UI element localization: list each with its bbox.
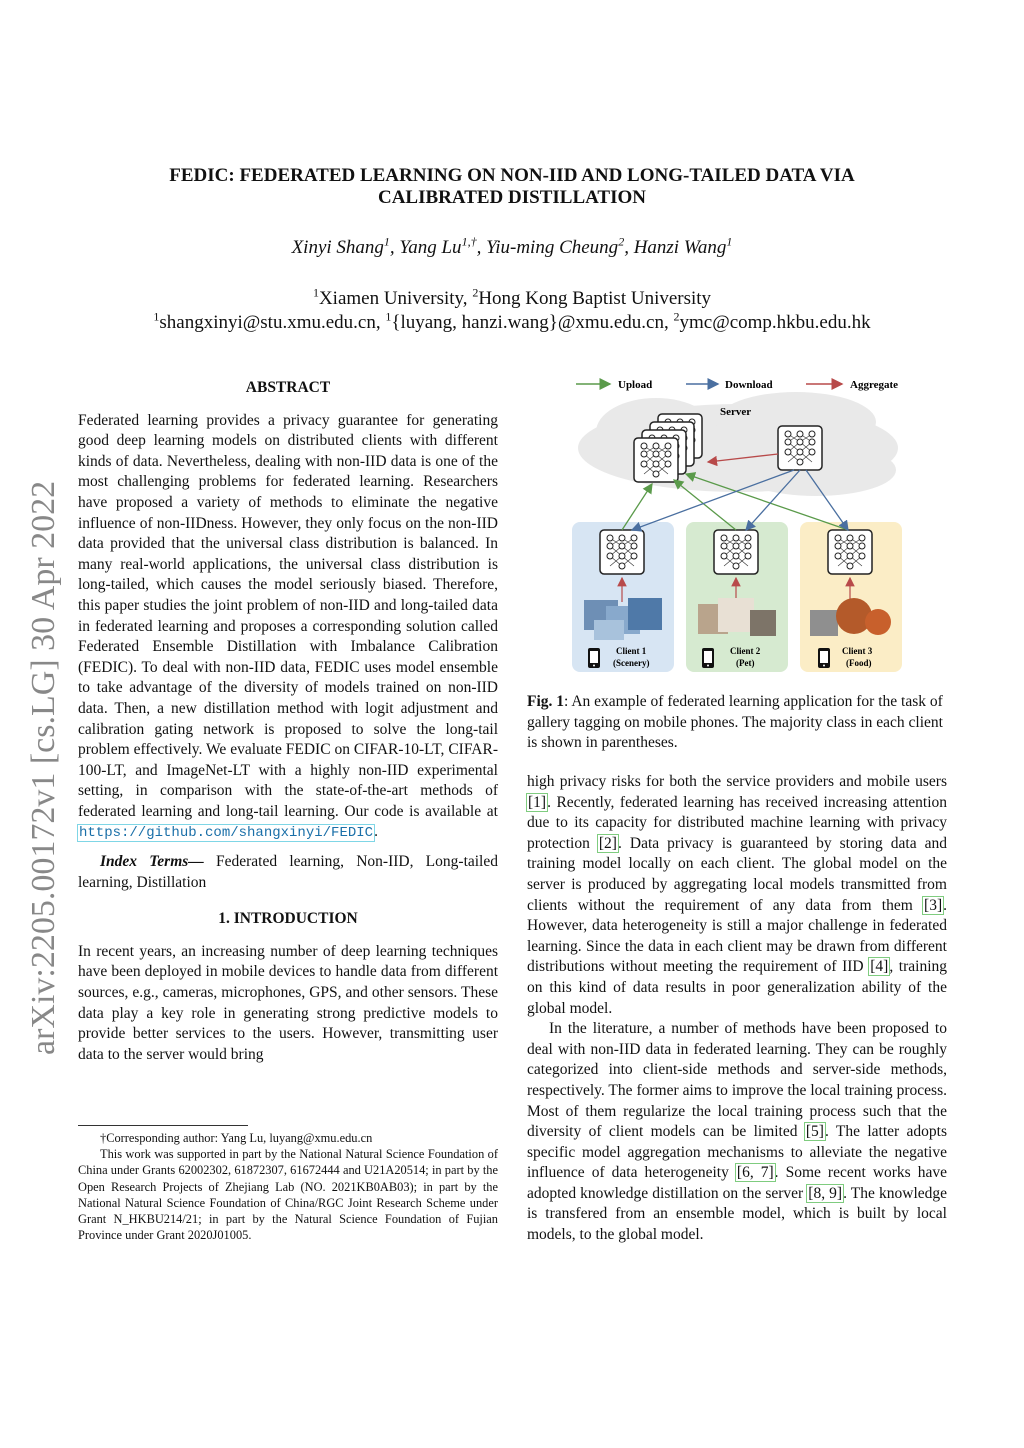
title-line-2: CALIBRATED DISTILLATION <box>377 187 646 208</box>
legend-download: Download <box>725 379 773 391</box>
right-paragraph-1: high privacy risks for both the service providers and mobile users [1]. Recently, federated learning has received increasing attention due to its capacity for distributed machine learning with privacy protection [2]. Data privacy is guaranteed by storing data and training model locally on each client. The global model on the server is produced by aggregating local models transmitted from clients without the requirement of any data from them [3]. However, data heterogeneity is still a major challenge in federated learning. Since the data in each client may be drawn from different distributions without meeting the requirement of IID [4], training on this kind of data results in poor generalization ability of the global model. <box>527 773 947 1017</box>
client-3-class: (Food) <box>846 658 872 668</box>
client-1-class: (Scenery) <box>613 658 650 668</box>
institutions: $^1$Xiamen University, $^2$Hong Kong Baptist University <box>312 285 712 309</box>
phone-icon <box>818 648 830 668</box>
left-column <box>78 378 498 1065</box>
arxiv-id: arXiv:2205.00172v1 [cs.LG] 30 Apr 2022 <box>25 480 62 1055</box>
emails: $^1$shangxinyi@stu.xmu.edu.cn, $^1${luyang, hanzi.wang}@xmu.edu.cn, $^2$ymc@comp.hkbu.edu.hk <box>153 309 871 333</box>
title-line-1: FEDIC: FEDERATED LEARNING ON NON-IID AND LONG-TAILED DATA VIA <box>169 165 855 186</box>
global-model-icon <box>778 426 822 470</box>
client-3-label: Client 3 <box>842 646 873 656</box>
author-name: Yang Lu <box>399 237 462 258</box>
legend-upload: Upload <box>618 379 653 391</box>
citation-link[interactable]: [4] <box>870 958 889 976</box>
affiliations <box>60 287 964 335</box>
client-1-panel <box>572 522 674 672</box>
index-terms: Index Terms— Federated learning, Non-IID, Long-tailed learning, Distillation <box>78 853 498 891</box>
right-paragraph-2: In the literature, a number of methods have been proposed to deal with non-IID data in federated learning. They can be roughly categorized into client-side methods and server-side methods, respectively. The former aims to improve the local training process. Most of them regularize the local training process such that the diversity of client models can be limited [5]. The latter adopts specific model aggregation mechanisms to alleviate the negative influence of data heterogeneity [6, 7]. Some recent works have adopted knowledge distillation on the server [8, 9]. The knowledge is transfered from an ensemble model, which is built by local models, to the global model. <box>527 1020 948 1244</box>
legend-aggregate: Aggregate <box>850 379 899 391</box>
arxiv-sidebar <box>10 450 70 1060</box>
local-model-icon <box>634 438 678 482</box>
legend <box>576 379 898 391</box>
citation-link[interactable]: [5] <box>805 1123 824 1141</box>
client-3-panel <box>800 522 902 672</box>
phone-icon <box>588 648 600 668</box>
abstract-body: Federated learning provides a privacy guarantee for generating good deep learning models on distributed clients with different kinds of data. Nevertheless, dealing with non-IID data is one of the most challenging problems for federated learning. Researchers have proposed a variety of methods to eliminate the negative influence of non-IIDness. However, they only focus on the non-IID data provided that the universal class distribution is balanced. In many real-world applications, the universal class distribution is long-tailed, which causes the model seriously biased. Therefore, this paper studies the joint problem of non-IID and long-tailed data in federated learning and proposes a corresponding solution called Federated Ensemble Distillation with Imbalance Calibration (FEDIC). To deal with non-IID data, FEDIC uses model ensemble to take advantage of the diversity of models trained on non-IID data. Then, a new distillation method with logit adjustment and calibration gating network is proposed to solve the long-tail problem effectively. We evaluate FEDIC on CIFAR-10-LT, CIFAR-100-LT, and ImageNet-LT with a highly non-IID experimental setting, in comparison with the state-of-the-art methods of federated learning and long-tail learning. Our code is available at https://github.com/shangxinyi/FEDIC. <box>78 411 498 842</box>
citation-link[interactable]: [1] <box>528 793 547 811</box>
author-name: Hanzi Wang <box>633 237 727 258</box>
client-model-icon <box>714 530 758 574</box>
server-label: Server <box>720 406 752 418</box>
server-cloud <box>578 392 898 496</box>
client-1-label: Client 1 <box>616 646 647 656</box>
client-2-panel <box>686 522 788 672</box>
citation-link[interactable]: [2] <box>598 834 617 852</box>
author-list: Xinyi Shang$^1$, Yang $Lu^{1,\dagger}$, Yiu-ming Cheung$^2$, Hanzi Wang$^1$ <box>291 234 733 258</box>
phone-icon <box>702 648 714 668</box>
client-model-icon <box>828 530 872 574</box>
footnotes <box>78 1130 498 1243</box>
citation-link[interactable]: [3] <box>924 896 943 914</box>
client-model-icon <box>600 530 644 574</box>
author-name: Xinyi Shang <box>291 237 384 258</box>
corresponding-author: †Corresponding author: Yang Lu, luyang@xmu.edu.cn <box>100 1131 373 1145</box>
intro-heading: 1. INTRODUCTION <box>218 910 358 928</box>
citation-link[interactable]: [8, 9] <box>808 1184 843 1202</box>
code-link[interactable]: https://github.com/shangxinyi/FEDIC <box>79 825 374 842</box>
paper-title <box>100 165 924 209</box>
client-2-class: (Pet) <box>736 658 755 668</box>
funding-note: This work was supported in part by the National Natural Science Foundation of China under Grants 62002302, 61872307, 61672444 and U21A20514; in part by the Open Research Projects of Zhejiang Lab (NO. 2021KB0AB03); in part by the National Natural Science Foundation of China/RGC Joint Research Scheme under Grant N_HKBU214/21; in part by the Natural Science Foundation of Fujian Province under Grant 2020J01005. <box>78 1147 498 1243</box>
abstract-heading: ABSTRACT <box>245 379 331 396</box>
client-2-label: Client 2 <box>730 646 761 656</box>
author-name: Yiu-ming Cheung <box>486 237 619 258</box>
figure-1 <box>566 370 910 680</box>
citation-link[interactable]: [6, 7] <box>736 1164 774 1182</box>
right-column <box>527 772 947 1246</box>
intro-paragraph: In recent years, an increasing number of deep learning techniques have been deployed in mobile devices to handle data from different sources, e.g., cameras, microphones, GPS, and other sensors. These data play a key role in generating strong predictive models to provide better services to the users. However, transmitting user data to the server would bring <box>78 942 498 1063</box>
figure-caption: Fig. 1: An example of federated learning application for the task of gallery tagging on mobile phones. The majority class in each client is shown in parentheses. <box>527 693 943 752</box>
footnote-rule <box>78 1125 248 1126</box>
